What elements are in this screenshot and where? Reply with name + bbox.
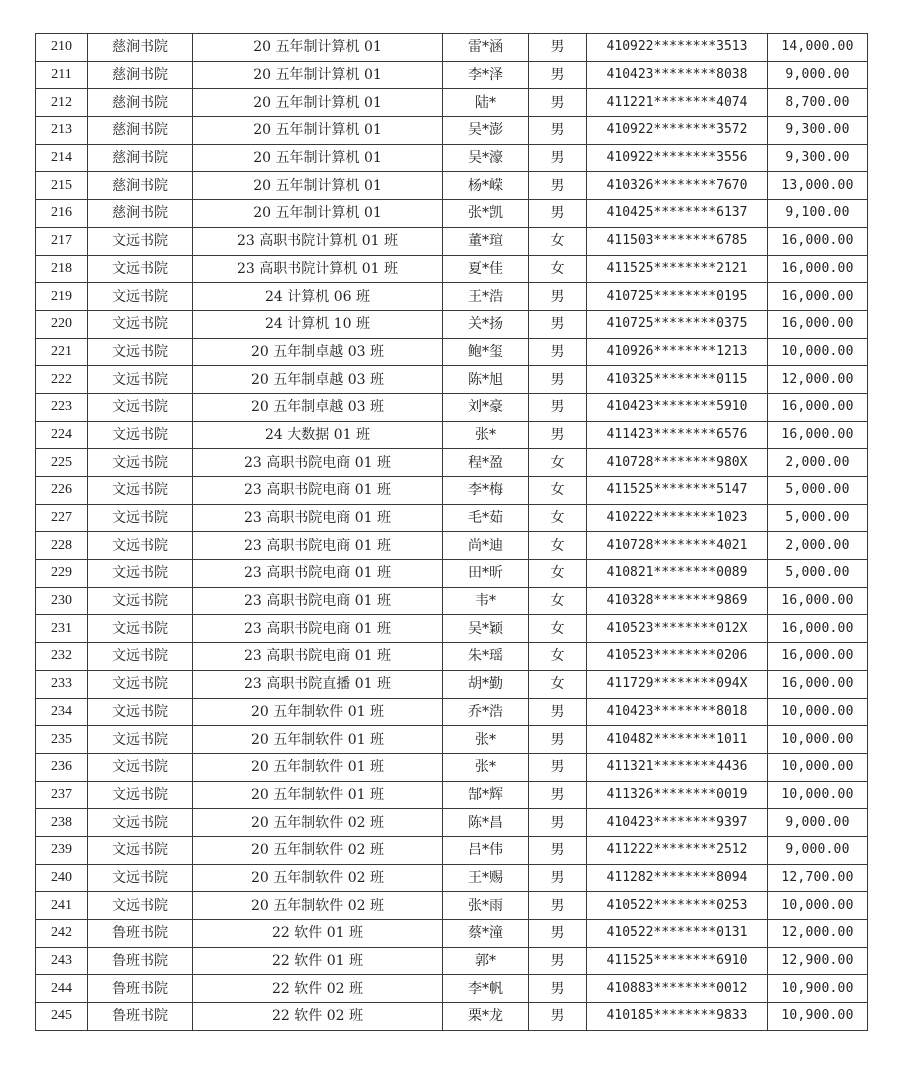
id-number-cell: 410328********9869 [587, 587, 768, 615]
row-number-cell: 224 [36, 421, 88, 449]
student-name-cell: 李*梅 [443, 477, 529, 505]
college-cell: 慈涧书院 [88, 172, 193, 200]
student-name-cell: 王*浩 [443, 283, 529, 311]
row-number-cell: 220 [36, 310, 88, 338]
college-cell: 鲁班书院 [88, 920, 193, 948]
row-number-cell: 221 [36, 338, 88, 366]
id-number-cell: 411729********094X [587, 670, 768, 698]
class-cell: 20 五年制软件 02 班 [193, 836, 443, 864]
amount-cell: 13,000.00 [768, 172, 868, 200]
id-number-cell: 410922********3556 [587, 144, 768, 172]
table-row [36, 449, 868, 477]
table-row [36, 200, 868, 228]
amount-cell: 9,000.00 [768, 61, 868, 89]
gender-cell: 男 [529, 200, 587, 228]
amount-cell: 16,000.00 [768, 227, 868, 255]
student-name-cell: 李*帆 [443, 975, 529, 1003]
id-number-cell: 410423********8018 [587, 698, 768, 726]
student-name-cell: 刘*豪 [443, 393, 529, 421]
amount-cell: 16,000.00 [768, 310, 868, 338]
college-cell: 文远书院 [88, 753, 193, 781]
row-number-cell: 216 [36, 200, 88, 228]
id-number-cell: 410725********0375 [587, 310, 768, 338]
id-number-cell: 410423********5910 [587, 393, 768, 421]
row-number-cell: 237 [36, 781, 88, 809]
table-row [36, 975, 868, 1003]
gender-cell: 男 [529, 61, 587, 89]
table-row [36, 615, 868, 643]
row-number-cell: 226 [36, 477, 88, 505]
id-number-cell: 410728********4021 [587, 532, 768, 560]
gender-cell: 男 [529, 34, 587, 62]
amount-cell: 2,000.00 [768, 449, 868, 477]
gender-cell: 男 [529, 892, 587, 920]
id-number-cell: 410821********0089 [587, 560, 768, 588]
student-name-cell: 张* [443, 753, 529, 781]
student-name-cell: 田*昕 [443, 560, 529, 588]
amount-cell: 16,000.00 [768, 615, 868, 643]
gender-cell: 男 [529, 393, 587, 421]
college-cell: 慈涧书院 [88, 34, 193, 62]
class-cell: 20 五年制软件 01 班 [193, 726, 443, 754]
college-cell: 文远书院 [88, 560, 193, 588]
student-name-cell: 郭* [443, 947, 529, 975]
student-name-cell: 张*凯 [443, 200, 529, 228]
college-cell: 慈涧书院 [88, 117, 193, 145]
student-name-cell: 栗*龙 [443, 1003, 529, 1031]
student-name-cell: 张* [443, 421, 529, 449]
amount-cell: 10,000.00 [768, 338, 868, 366]
table-row [36, 864, 868, 892]
amount-cell: 10,900.00 [768, 1003, 868, 1031]
gender-cell: 男 [529, 172, 587, 200]
amount-cell: 12,700.00 [768, 864, 868, 892]
row-number-cell: 233 [36, 670, 88, 698]
table-row [36, 643, 868, 671]
table-row [36, 89, 868, 117]
id-number-cell: 410523********012X [587, 615, 768, 643]
college-cell: 文远书院 [88, 726, 193, 754]
student-name-cell: 张*雨 [443, 892, 529, 920]
id-number-cell: 410325********0115 [587, 366, 768, 394]
row-number-cell: 231 [36, 615, 88, 643]
amount-cell: 9,300.00 [768, 144, 868, 172]
table-row [36, 1003, 868, 1031]
gender-cell: 女 [529, 227, 587, 255]
row-number-cell: 217 [36, 227, 88, 255]
row-number-cell: 232 [36, 643, 88, 671]
college-cell: 文远书院 [88, 836, 193, 864]
id-number-cell: 410522********0253 [587, 892, 768, 920]
class-cell: 20 五年制软件 02 班 [193, 864, 443, 892]
table-row [36, 144, 868, 172]
gender-cell: 男 [529, 89, 587, 117]
id-number-cell: 411525********2121 [587, 255, 768, 283]
student-name-cell: 关*扬 [443, 310, 529, 338]
amount-cell: 8,700.00 [768, 89, 868, 117]
table-row [36, 836, 868, 864]
table-row [36, 698, 868, 726]
table-row [36, 892, 868, 920]
college-cell: 文远书院 [88, 366, 193, 394]
id-number-cell: 411423********6576 [587, 421, 768, 449]
amount-cell: 16,000.00 [768, 393, 868, 421]
college-cell: 文远书院 [88, 587, 193, 615]
college-cell: 文远书院 [88, 421, 193, 449]
gender-cell: 女 [529, 587, 587, 615]
table-row [36, 421, 868, 449]
id-number-cell: 410922********3572 [587, 117, 768, 145]
class-cell: 20 五年制卓越 03 班 [193, 393, 443, 421]
class-cell: 20 五年制计算机 01 [193, 34, 443, 62]
student-name-cell: 杨*嵘 [443, 172, 529, 200]
student-name-cell: 吴*濠 [443, 144, 529, 172]
gender-cell: 男 [529, 809, 587, 837]
college-cell: 文远书院 [88, 864, 193, 892]
row-number-cell: 228 [36, 532, 88, 560]
id-number-cell: 410185********9833 [587, 1003, 768, 1031]
id-number-cell: 410883********0012 [587, 975, 768, 1003]
row-number-cell: 219 [36, 283, 88, 311]
gender-cell: 女 [529, 615, 587, 643]
college-cell: 文远书院 [88, 283, 193, 311]
row-number-cell: 234 [36, 698, 88, 726]
class-cell: 23 高职书院电商 01 班 [193, 560, 443, 588]
table-row [36, 227, 868, 255]
row-number-cell: 242 [36, 920, 88, 948]
class-cell: 24 计算机 06 班 [193, 283, 443, 311]
amount-cell: 10,000.00 [768, 753, 868, 781]
college-cell: 慈涧书院 [88, 61, 193, 89]
amount-cell: 5,000.00 [768, 477, 868, 505]
amount-cell: 16,000.00 [768, 421, 868, 449]
amount-cell: 10,000.00 [768, 726, 868, 754]
student-name-cell: 毛*茹 [443, 504, 529, 532]
college-cell: 文远书院 [88, 477, 193, 505]
gender-cell: 男 [529, 947, 587, 975]
student-name-cell: 尚*迪 [443, 532, 529, 560]
id-number-cell: 411525********6910 [587, 947, 768, 975]
row-number-cell: 229 [36, 560, 88, 588]
student-name-cell: 王*赐 [443, 864, 529, 892]
row-number-cell: 211 [36, 61, 88, 89]
table-row [36, 560, 868, 588]
amount-cell: 9,300.00 [768, 117, 868, 145]
class-cell: 20 五年制计算机 01 [193, 144, 443, 172]
class-cell: 23 高职书院计算机 01 班 [193, 255, 443, 283]
row-number-cell: 222 [36, 366, 88, 394]
student-name-cell: 朱*瑶 [443, 643, 529, 671]
student-name-cell: 陈*旭 [443, 366, 529, 394]
id-number-cell: 410926********1213 [587, 338, 768, 366]
gender-cell: 男 [529, 975, 587, 1003]
id-number-cell: 411503********6785 [587, 227, 768, 255]
student-name-cell: 吕*伟 [443, 836, 529, 864]
table-row [36, 947, 868, 975]
id-number-cell: 410423********8038 [587, 61, 768, 89]
class-cell: 20 五年制计算机 01 [193, 200, 443, 228]
amount-cell: 16,000.00 [768, 283, 868, 311]
student-amount-table [35, 33, 868, 1031]
college-cell: 文远书院 [88, 698, 193, 726]
student-name-cell: 蔡*潼 [443, 920, 529, 948]
id-number-cell: 411222********2512 [587, 836, 768, 864]
class-cell: 23 高职书院电商 01 班 [193, 449, 443, 477]
amount-cell: 12,000.00 [768, 366, 868, 394]
amount-cell: 9,100.00 [768, 200, 868, 228]
student-name-cell: 张* [443, 726, 529, 754]
student-name-cell: 吴*颖 [443, 615, 529, 643]
college-cell: 文远书院 [88, 227, 193, 255]
college-cell: 文远书院 [88, 670, 193, 698]
college-cell: 慈涧书院 [88, 200, 193, 228]
gender-cell: 男 [529, 698, 587, 726]
class-cell: 23 高职书院计算机 01 班 [193, 227, 443, 255]
college-cell: 文远书院 [88, 393, 193, 421]
student-name-cell: 陈*昌 [443, 809, 529, 837]
id-number-cell: 410922********3513 [587, 34, 768, 62]
id-number-cell: 410423********9397 [587, 809, 768, 837]
gender-cell: 女 [529, 670, 587, 698]
table-row [36, 504, 868, 532]
college-cell: 文远书院 [88, 643, 193, 671]
class-cell: 23 高职书院电商 01 班 [193, 615, 443, 643]
gender-cell: 女 [529, 560, 587, 588]
college-cell: 文远书院 [88, 255, 193, 283]
amount-cell: 16,000.00 [768, 670, 868, 698]
amount-cell: 12,900.00 [768, 947, 868, 975]
college-cell: 鲁班书院 [88, 947, 193, 975]
row-number-cell: 214 [36, 144, 88, 172]
id-number-cell: 410522********0131 [587, 920, 768, 948]
amount-cell: 5,000.00 [768, 560, 868, 588]
class-cell: 23 高职书院电商 01 班 [193, 643, 443, 671]
class-cell: 22 软件 01 班 [193, 947, 443, 975]
row-number-cell: 213 [36, 117, 88, 145]
gender-cell: 男 [529, 366, 587, 394]
row-number-cell: 218 [36, 255, 88, 283]
table-row [36, 532, 868, 560]
gender-cell: 男 [529, 836, 587, 864]
row-number-cell: 230 [36, 587, 88, 615]
college-cell: 文远书院 [88, 809, 193, 837]
row-number-cell: 238 [36, 809, 88, 837]
table-row [36, 338, 868, 366]
gender-cell: 女 [529, 255, 587, 283]
student-name-cell: 韦* [443, 587, 529, 615]
gender-cell: 男 [529, 310, 587, 338]
class-cell: 20 五年制计算机 01 [193, 61, 443, 89]
student-name-cell: 程*盈 [443, 449, 529, 477]
class-cell: 23 高职书院电商 01 班 [193, 504, 443, 532]
gender-cell: 男 [529, 920, 587, 948]
class-cell: 20 五年制软件 02 班 [193, 809, 443, 837]
id-number-cell: 410482********1011 [587, 726, 768, 754]
table-row [36, 781, 868, 809]
id-number-cell: 410725********0195 [587, 283, 768, 311]
class-cell: 20 五年制软件 02 班 [193, 892, 443, 920]
gender-cell: 女 [529, 643, 587, 671]
table-row [36, 477, 868, 505]
student-name-cell: 郜*辉 [443, 781, 529, 809]
row-number-cell: 212 [36, 89, 88, 117]
amount-cell: 9,000.00 [768, 836, 868, 864]
amount-cell: 16,000.00 [768, 255, 868, 283]
student-name-cell: 鲍*玺 [443, 338, 529, 366]
class-cell: 23 高职书院直播 01 班 [193, 670, 443, 698]
amount-cell: 9,000.00 [768, 809, 868, 837]
student-name-cell: 乔*浩 [443, 698, 529, 726]
amount-cell: 10,900.00 [768, 975, 868, 1003]
id-number-cell: 411321********4436 [587, 753, 768, 781]
table-row [36, 310, 868, 338]
college-cell: 鲁班书院 [88, 975, 193, 1003]
student-name-cell: 李*泽 [443, 61, 529, 89]
class-cell: 22 软件 01 班 [193, 920, 443, 948]
class-cell: 20 五年制软件 01 班 [193, 781, 443, 809]
table-row [36, 283, 868, 311]
college-cell: 文远书院 [88, 504, 193, 532]
amount-cell: 10,000.00 [768, 892, 868, 920]
id-number-cell: 410222********1023 [587, 504, 768, 532]
class-cell: 20 五年制计算机 01 [193, 172, 443, 200]
college-cell: 文远书院 [88, 615, 193, 643]
class-cell: 23 高职书院电商 01 班 [193, 532, 443, 560]
class-cell: 22 软件 02 班 [193, 975, 443, 1003]
row-number-cell: 241 [36, 892, 88, 920]
id-number-cell: 410523********0206 [587, 643, 768, 671]
row-number-cell: 225 [36, 449, 88, 477]
college-cell: 鲁班书院 [88, 1003, 193, 1031]
id-number-cell: 411221********4074 [587, 89, 768, 117]
row-number-cell: 245 [36, 1003, 88, 1031]
table-row [36, 587, 868, 615]
gender-cell: 男 [529, 753, 587, 781]
amount-cell: 10,000.00 [768, 781, 868, 809]
table-row [36, 255, 868, 283]
college-cell: 文远书院 [88, 310, 193, 338]
class-cell: 22 软件 02 班 [193, 1003, 443, 1031]
row-number-cell: 215 [36, 172, 88, 200]
gender-cell: 男 [529, 283, 587, 311]
id-number-cell: 410425********6137 [587, 200, 768, 228]
table-row [36, 670, 868, 698]
gender-cell: 男 [529, 117, 587, 145]
table-row [36, 920, 868, 948]
student-name-cell: 董*瑄 [443, 227, 529, 255]
table-body [36, 34, 868, 1031]
table-row [36, 117, 868, 145]
class-cell: 20 五年制计算机 01 [193, 89, 443, 117]
row-number-cell: 223 [36, 393, 88, 421]
college-cell: 慈涧书院 [88, 144, 193, 172]
class-cell: 23 高职书院电商 01 班 [193, 587, 443, 615]
college-cell: 文远书院 [88, 338, 193, 366]
id-number-cell: 410326********7670 [587, 172, 768, 200]
row-number-cell: 227 [36, 504, 88, 532]
student-name-cell: 吴*澎 [443, 117, 529, 145]
gender-cell: 男 [529, 864, 587, 892]
table-row [36, 393, 868, 421]
id-number-cell: 411282********8094 [587, 864, 768, 892]
table-row [36, 366, 868, 394]
row-number-cell: 243 [36, 947, 88, 975]
amount-cell: 12,000.00 [768, 920, 868, 948]
id-number-cell: 410728********980X [587, 449, 768, 477]
id-number-cell: 411326********0019 [587, 781, 768, 809]
class-cell: 20 五年制软件 01 班 [193, 753, 443, 781]
class-cell: 20 五年制卓越 03 班 [193, 366, 443, 394]
class-cell: 20 五年制计算机 01 [193, 117, 443, 145]
table-row [36, 172, 868, 200]
amount-cell: 10,000.00 [768, 698, 868, 726]
class-cell: 24 大数据 01 班 [193, 421, 443, 449]
class-cell: 20 五年制软件 01 班 [193, 698, 443, 726]
id-number-cell: 411525********5147 [587, 477, 768, 505]
gender-cell: 男 [529, 1003, 587, 1031]
table-row [36, 34, 868, 62]
amount-cell: 16,000.00 [768, 587, 868, 615]
table-row [36, 753, 868, 781]
row-number-cell: 210 [36, 34, 88, 62]
student-name-cell: 夏*佳 [443, 255, 529, 283]
table-row [36, 809, 868, 837]
college-cell: 文远书院 [88, 781, 193, 809]
row-number-cell: 240 [36, 864, 88, 892]
gender-cell: 男 [529, 726, 587, 754]
gender-cell: 女 [529, 532, 587, 560]
student-name-cell: 雷*涵 [443, 34, 529, 62]
row-number-cell: 239 [36, 836, 88, 864]
gender-cell: 男 [529, 338, 587, 366]
gender-cell: 男 [529, 781, 587, 809]
amount-cell: 14,000.00 [768, 34, 868, 62]
class-cell: 20 五年制卓越 03 班 [193, 338, 443, 366]
table-row [36, 726, 868, 754]
college-cell: 慈涧书院 [88, 89, 193, 117]
amount-cell: 2,000.00 [768, 532, 868, 560]
class-cell: 24 计算机 10 班 [193, 310, 443, 338]
student-name-cell: 胡*勤 [443, 670, 529, 698]
gender-cell: 女 [529, 477, 587, 505]
college-cell: 文远书院 [88, 892, 193, 920]
gender-cell: 男 [529, 144, 587, 172]
table-row [36, 61, 868, 89]
amount-cell: 16,000.00 [768, 643, 868, 671]
row-number-cell: 235 [36, 726, 88, 754]
class-cell: 23 高职书院电商 01 班 [193, 477, 443, 505]
college-cell: 文远书院 [88, 532, 193, 560]
college-cell: 文远书院 [88, 449, 193, 477]
student-name-cell: 陆* [443, 89, 529, 117]
row-number-cell: 236 [36, 753, 88, 781]
gender-cell: 女 [529, 449, 587, 477]
gender-cell: 男 [529, 421, 587, 449]
amount-cell: 5,000.00 [768, 504, 868, 532]
gender-cell: 女 [529, 504, 587, 532]
row-number-cell: 244 [36, 975, 88, 1003]
